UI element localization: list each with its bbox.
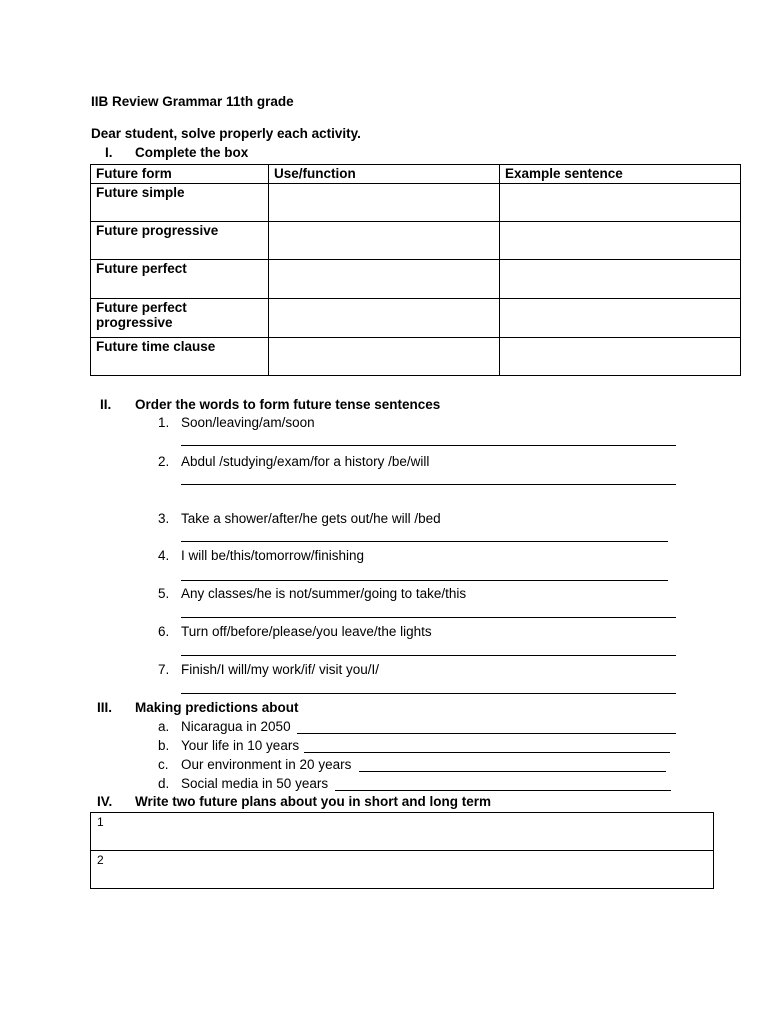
item-text: Abdul /studying/exam/for a history /be/will — [181, 454, 430, 469]
section-4-number: IV. — [97, 794, 113, 809]
example-sentence-cell[interactable] — [500, 338, 741, 376]
section-1-number: I. — [105, 145, 113, 160]
example-sentence-cell[interactable] — [500, 222, 741, 260]
table-row — [91, 299, 741, 338]
use-function-cell[interactable] — [269, 338, 500, 376]
table-row — [91, 184, 741, 222]
answer-line[interactable] — [304, 752, 670, 753]
item-number: 5. — [158, 586, 170, 601]
answer-line[interactable] — [181, 445, 676, 446]
future-plans-table — [90, 812, 714, 889]
plan-cell-1[interactable]: 1 — [91, 813, 714, 851]
future-form-cell: Future perfect progressive — [91, 299, 269, 338]
plan-cell-2[interactable]: 2 — [91, 851, 714, 889]
list-item — [158, 738, 678, 755]
item-text: Our environment in 20 years — [181, 757, 352, 772]
table-row — [91, 222, 741, 260]
use-function-cell[interactable] — [269, 299, 500, 338]
section-3-number: III. — [97, 700, 113, 715]
item-text: Your life in 10 years — [181, 738, 300, 753]
future-forms-table — [90, 164, 741, 376]
list-item — [158, 776, 678, 793]
item-text: Turn off/before/please/you leave/the lights — [181, 624, 432, 639]
list-item — [158, 757, 678, 774]
future-form-cell: Future time clause — [91, 338, 269, 376]
example-sentence-cell[interactable] — [500, 184, 741, 222]
answer-line[interactable] — [181, 693, 676, 694]
plan-row — [91, 851, 714, 889]
table-header-row — [91, 165, 741, 184]
item-letter: d. — [158, 776, 170, 791]
future-form-cell: Future perfect — [91, 260, 269, 299]
answer-line[interactable] — [181, 484, 676, 485]
item-number: 7. — [158, 662, 170, 677]
item-text: Nicaragua in 2050 — [181, 719, 291, 734]
instructions: Dear student, solve properly each activity. — [91, 126, 361, 141]
answer-line[interactable] — [297, 733, 676, 734]
header-example-sentence: Example sentence — [500, 165, 741, 184]
answer-line[interactable] — [181, 617, 676, 618]
answer-line[interactable] — [181, 541, 668, 542]
plan-row — [91, 813, 714, 851]
item-text: Take a shower/after/he gets out/he will /bed — [181, 511, 441, 526]
use-function-cell[interactable] — [269, 222, 500, 260]
item-text: I will be/this/tomorrow/finishing — [181, 548, 365, 563]
section-4-title: Write two future plans about you in short and long term — [135, 794, 492, 809]
future-form-cell: Future progressive — [91, 222, 269, 260]
item-number: 3. — [158, 511, 170, 526]
item-text: Social media in 50 years — [181, 776, 329, 791]
item-letter: b. — [158, 738, 170, 753]
worksheet-title: IIB Review Grammar 11th grade — [91, 94, 294, 109]
item-text: Any classes/he is not/summer/going to take/this — [181, 586, 467, 601]
answer-line[interactable] — [359, 771, 666, 772]
table-row — [91, 260, 741, 299]
section-2-number: II. — [100, 397, 112, 412]
item-number: 1. — [158, 415, 170, 430]
answer-line[interactable] — [335, 790, 671, 791]
item-text: Soon/leaving/am/soon — [181, 415, 315, 430]
item-number: 4. — [158, 548, 170, 563]
item-letter: a. — [158, 719, 170, 734]
header-use-function: Use/function — [269, 165, 500, 184]
future-form-cell: Future simple — [91, 184, 269, 222]
use-function-cell[interactable] — [269, 184, 500, 222]
answer-line[interactable] — [181, 655, 676, 656]
item-text: Finish/I will/my work/if/ visit you/I/ — [181, 662, 380, 677]
item-letter: c. — [158, 757, 169, 772]
header-future-form: Future form — [91, 165, 269, 184]
section-2-title: Order the words to form future tense sentences — [135, 397, 441, 412]
item-number: 6. — [158, 624, 170, 639]
use-function-cell[interactable] — [269, 260, 500, 299]
example-sentence-cell[interactable] — [500, 299, 741, 338]
section-3-title: Making predictions about — [135, 700, 299, 715]
item-number: 2. — [158, 454, 170, 469]
list-item — [158, 719, 678, 736]
example-sentence-cell[interactable] — [500, 260, 741, 299]
answer-line[interactable] — [181, 580, 668, 581]
table-row — [91, 338, 741, 376]
section-1-title: Complete the box — [135, 145, 249, 160]
